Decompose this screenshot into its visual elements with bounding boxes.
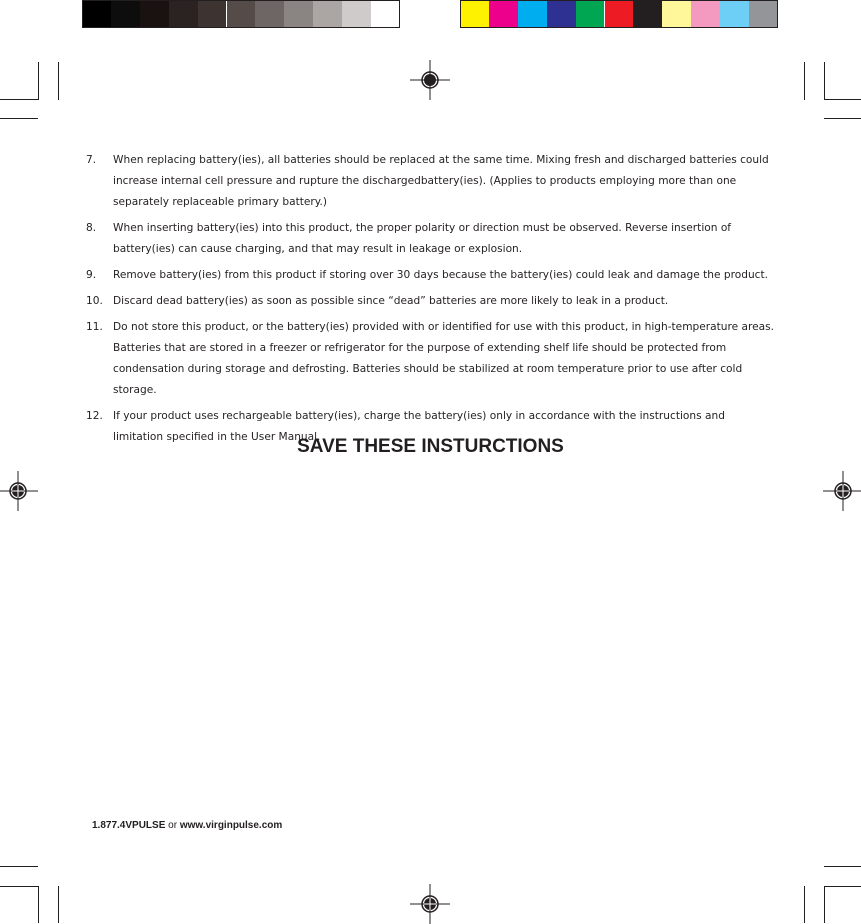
process-swatch xyxy=(691,0,720,28)
grayscale-swatch xyxy=(371,0,400,28)
save-instructions-heading: SAVE THESE INSTURCTIONS xyxy=(297,436,564,457)
process-swatch xyxy=(662,0,691,28)
item-number: 11. xyxy=(86,321,103,333)
process-swatch xyxy=(605,0,634,28)
list-item xyxy=(86,317,776,401)
footer-phone: 1.877.4VPULSE xyxy=(92,820,166,831)
item-text: Discard dead battery(ies) as soon as possible since “dead” batteries are more likely to leak in a product. xyxy=(113,295,669,307)
item-number: 10. xyxy=(86,295,103,307)
item-number: 7. xyxy=(86,154,97,166)
footer-website: www.virginpulse.com xyxy=(179,820,283,831)
list-item xyxy=(86,265,776,286)
list-item xyxy=(86,218,776,260)
process-swatch xyxy=(576,0,605,28)
grayscale-swatch xyxy=(111,0,140,28)
item-text: Do not store this product, or the battery(ies) provided with or identified for use with this product, in high-temperature areas. Batteries that are stored in a freezer or refrigerator for the purpose of extending shelf life should be protected from condensation during storage and defrosting. Batteries should be stabilized at room temperature prior to use after cold storage. xyxy=(113,321,774,396)
item-number: 9. xyxy=(86,269,97,281)
grayscale-swatch xyxy=(169,0,198,28)
process-swatch xyxy=(518,0,547,28)
process-swatch xyxy=(460,0,489,28)
grayscale-swatch xyxy=(342,0,371,28)
registration-mark-top xyxy=(410,60,450,100)
item-number: 8. xyxy=(86,222,97,234)
item-text: When inserting battery(ies) into this product, the proper polarity or direction must be observed. Reverse insertion of battery(ies) can cause charging, and that may result in leakage or explosion. xyxy=(113,222,732,255)
item-text: When replacing battery(ies), all batteries should be replaced at the same time. Mixing fresh and discharged batteries could increase internal cell pressure and rupture the dischargedbattery(ies). (Applies to products employing more than one separately replaceable primary battery.) xyxy=(113,154,769,208)
grayscale-swatch xyxy=(140,0,169,28)
process-swatch xyxy=(633,0,662,28)
registration-mark-right xyxy=(823,471,861,511)
grayscale-swatch xyxy=(313,0,342,28)
battery-safety-list xyxy=(86,150,776,453)
footer-connector: or xyxy=(168,820,178,831)
grayscale-swatch xyxy=(82,0,111,28)
item-number: 12. xyxy=(86,410,103,422)
registration-mark-bottom xyxy=(410,884,450,924)
grayscale-swatch xyxy=(284,0,313,28)
list-item xyxy=(86,291,776,312)
grayscale-swatch xyxy=(198,0,227,28)
registration-mark-left xyxy=(0,471,38,511)
process-swatch xyxy=(547,0,576,28)
grayscale-swatch xyxy=(227,0,256,28)
process-swatch xyxy=(489,0,518,28)
process-swatch xyxy=(749,0,778,28)
process-swatch xyxy=(720,0,749,28)
footer-contact xyxy=(92,820,282,831)
item-text: If your product uses rechargeable battery(ies), charge the battery(ies) only in accordance with the instructions and limitation specified in the User Manual. xyxy=(113,410,725,443)
item-text: Remove battery(ies) from this product if storing over 30 days because the battery(ies) could leak and damage the product. xyxy=(113,269,769,281)
grayscale-swatch xyxy=(255,0,284,28)
list-item xyxy=(86,150,776,213)
